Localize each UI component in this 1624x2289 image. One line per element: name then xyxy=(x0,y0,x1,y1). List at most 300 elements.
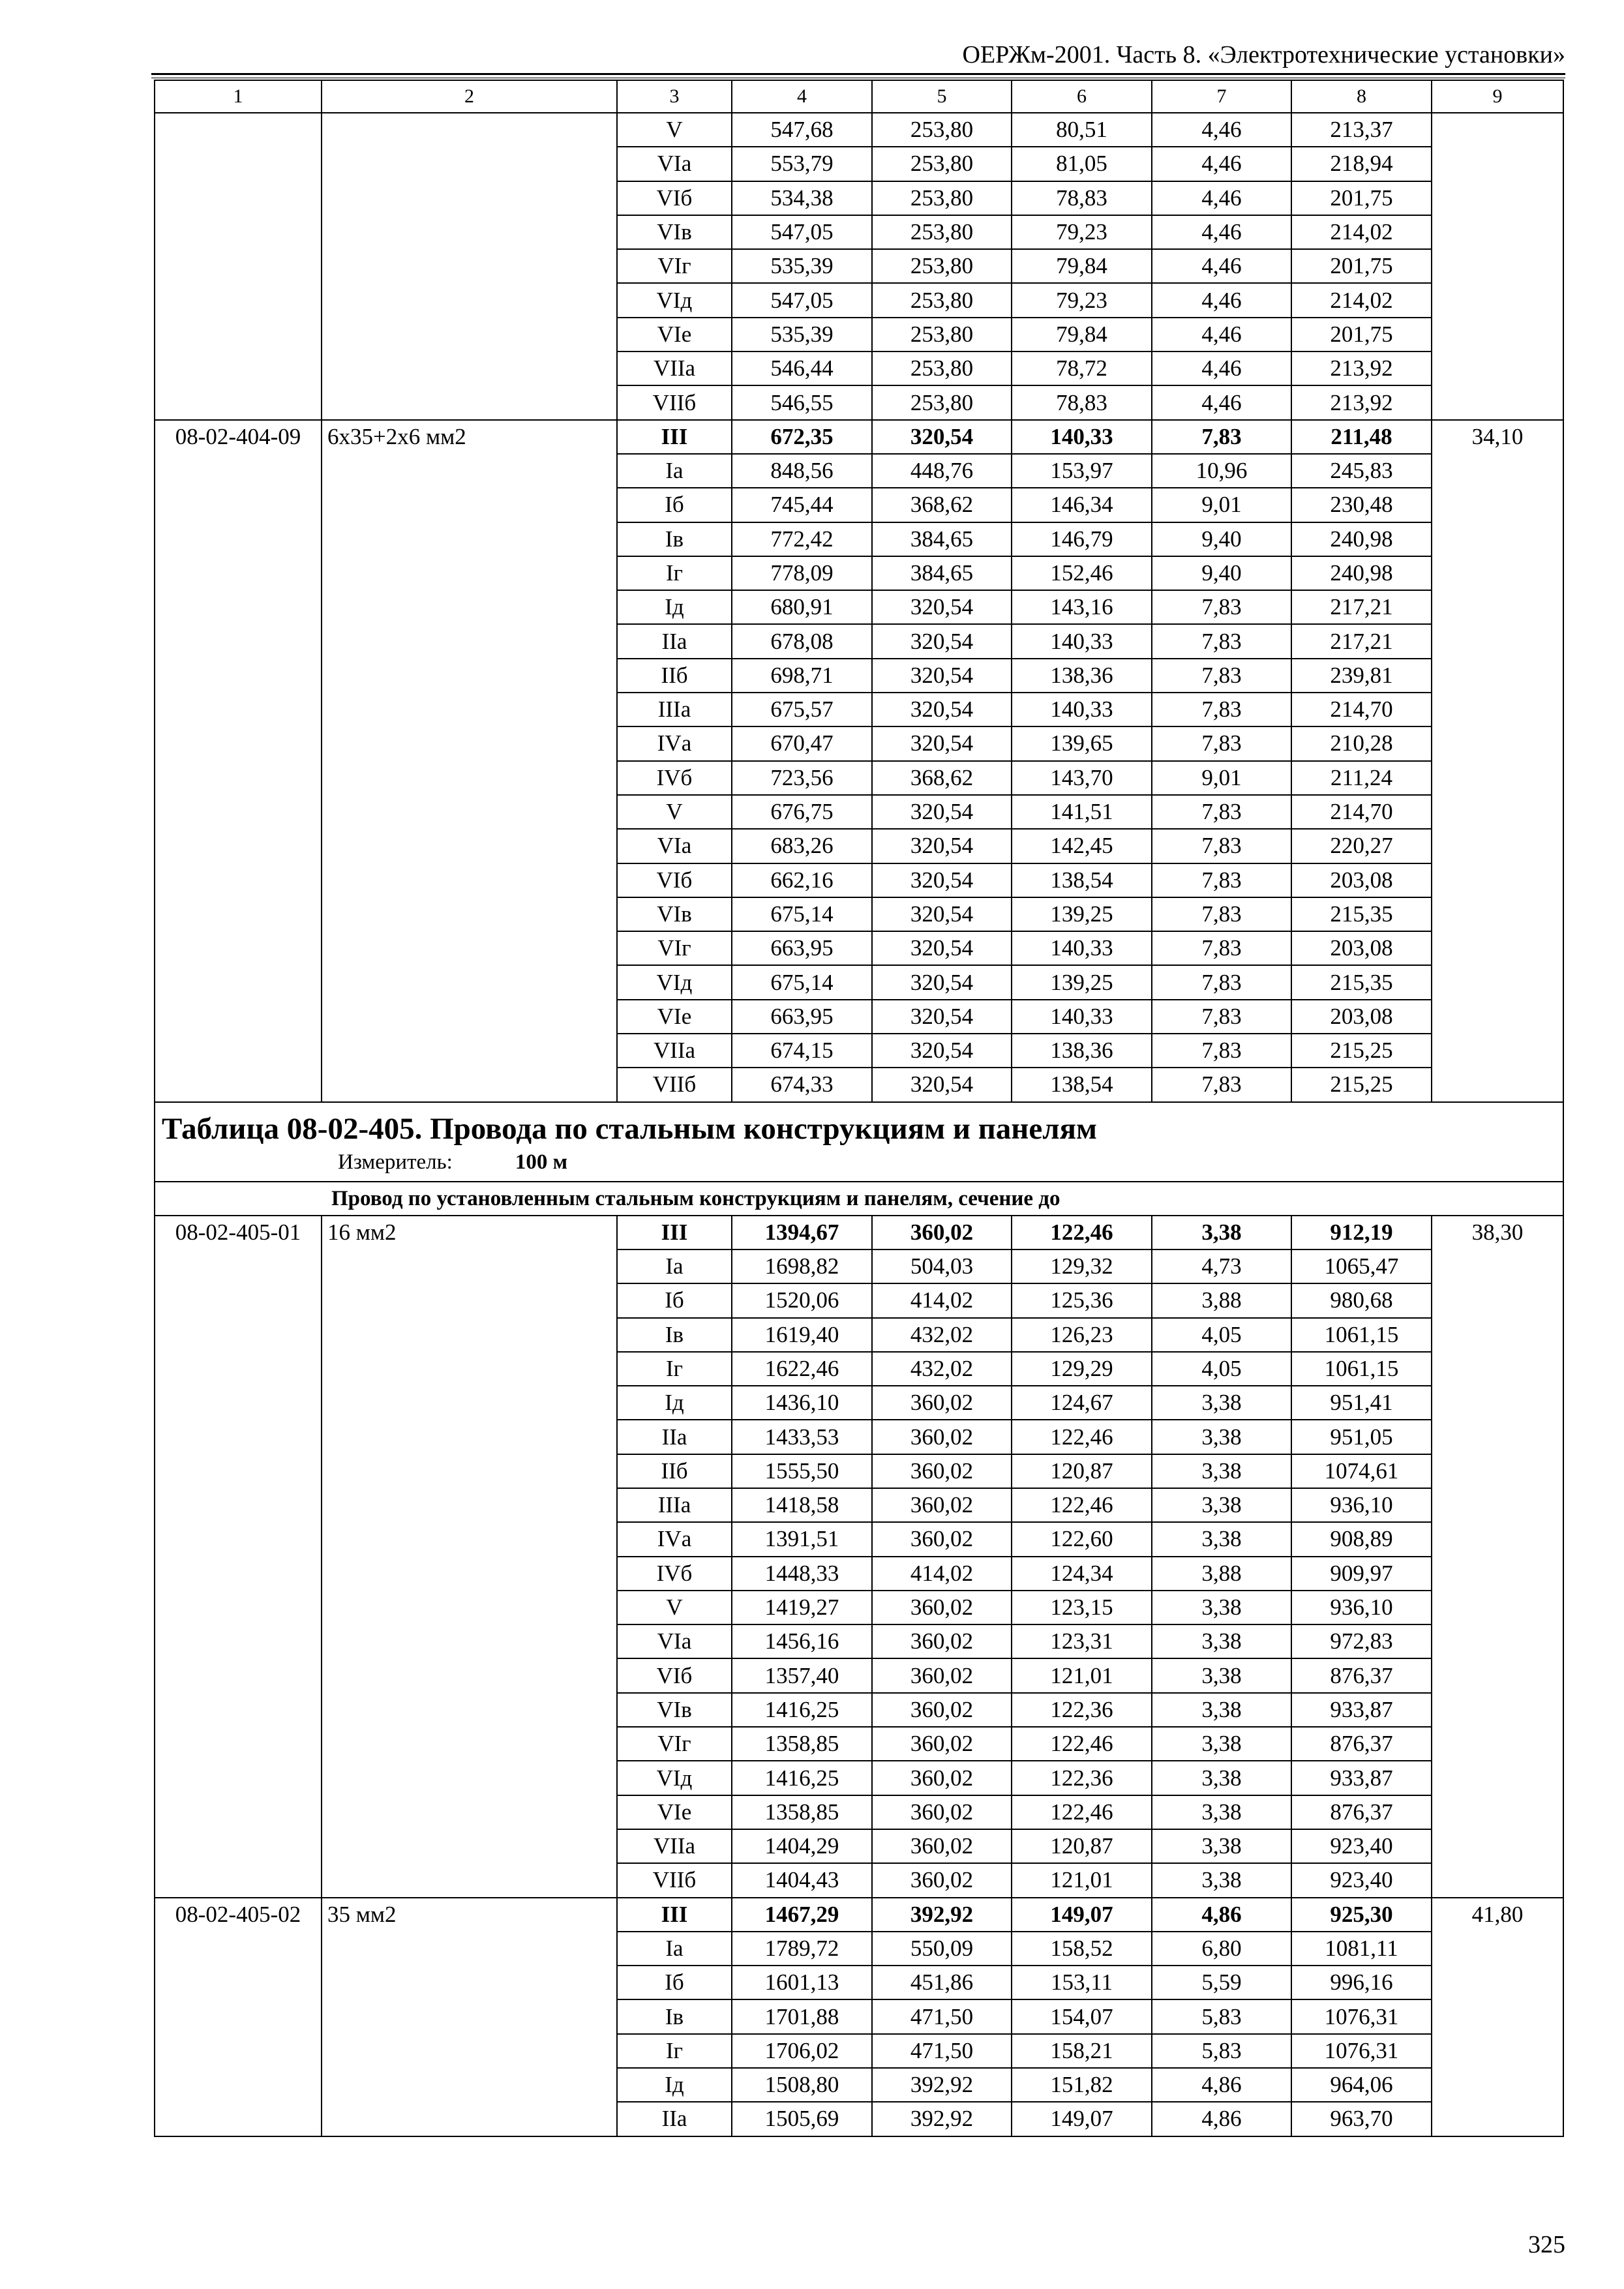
wages-cell: 392,92 xyxy=(872,2068,1012,2102)
driver-wages-cell: 4,46 xyxy=(1152,385,1291,419)
total-cost-cell: 778,09 xyxy=(732,556,872,590)
driver-wages-cell: 10,96 xyxy=(1152,454,1291,488)
base-price: 34,10 xyxy=(1432,420,1563,1102)
machines-cell: 122,46 xyxy=(1012,1727,1152,1761)
materials-cell: 1076,31 xyxy=(1291,1999,1432,2033)
driver-wages-cell: 3,88 xyxy=(1152,1557,1291,1591)
total-cost-cell: 553,79 xyxy=(732,147,872,181)
driver-wages-cell: 7,83 xyxy=(1152,659,1291,693)
driver-wages-cell: 7,83 xyxy=(1152,965,1291,999)
wages-cell: 320,54 xyxy=(872,897,1012,931)
section-heading-row xyxy=(155,1182,1563,1216)
rate-name xyxy=(322,113,617,420)
machines-cell: 152,46 xyxy=(1012,556,1152,590)
total-cost-cell: 535,39 xyxy=(732,318,872,352)
wages-cell: 253,80 xyxy=(872,215,1012,249)
section-heading: Провод по установленным стальным конструкциям и панелям, сечение до xyxy=(155,1182,1563,1216)
zone-cell: IVб xyxy=(617,1557,732,1591)
machines-cell: 124,34 xyxy=(1012,1557,1152,1591)
zone-cell: III xyxy=(617,420,732,454)
wages-cell: 471,50 xyxy=(872,1999,1012,2033)
machines-cell: 78,72 xyxy=(1012,352,1152,385)
total-cost-cell: 1358,85 xyxy=(732,1795,872,1829)
wages-cell: 360,02 xyxy=(872,1591,1012,1624)
machines-cell: 139,65 xyxy=(1012,726,1152,760)
driver-wages-cell: 4,05 xyxy=(1152,1352,1291,1386)
header-rule xyxy=(151,73,1565,75)
total-cost-cell: 674,33 xyxy=(732,1068,872,1101)
driver-wages-cell: 3,88 xyxy=(1152,1283,1291,1317)
machines-cell: 129,29 xyxy=(1012,1352,1152,1386)
zone-cell: VIд xyxy=(617,283,732,317)
machines-cell: 122,46 xyxy=(1012,1216,1152,1249)
materials-cell: 1076,31 xyxy=(1291,2034,1432,2068)
column-number: 3 xyxy=(617,80,732,113)
materials-cell: 936,10 xyxy=(1291,1591,1432,1624)
materials-cell: 239,81 xyxy=(1291,659,1432,693)
wages-cell: 320,54 xyxy=(872,693,1012,726)
total-cost-cell: 546,44 xyxy=(732,352,872,385)
zone-cell: Iв xyxy=(617,1318,732,1352)
wages-cell: 320,54 xyxy=(872,420,1012,454)
machines-cell: 126,23 xyxy=(1012,1318,1152,1352)
materials-cell: 213,92 xyxy=(1291,352,1432,385)
total-cost-cell: 1456,16 xyxy=(732,1624,872,1658)
machines-cell: 78,83 xyxy=(1012,181,1152,215)
zone-cell: Iб xyxy=(617,488,732,522)
wages-cell: 392,92 xyxy=(872,2102,1012,2136)
total-cost-cell: 1419,27 xyxy=(732,1591,872,1624)
zone-cell: Iд xyxy=(617,1386,732,1420)
page-number: 325 xyxy=(1528,2231,1565,2258)
total-cost-cell: 675,57 xyxy=(732,693,872,726)
driver-wages-cell: 3,38 xyxy=(1152,1829,1291,1863)
total-cost-cell: 547,05 xyxy=(732,215,872,249)
zone-cell: Iг xyxy=(617,2034,732,2068)
wages-cell: 253,80 xyxy=(872,283,1012,317)
column-number: 6 xyxy=(1012,80,1152,113)
driver-wages-cell: 4,86 xyxy=(1152,1898,1291,1932)
total-cost-cell: 534,38 xyxy=(732,181,872,215)
driver-wages-cell: 3,38 xyxy=(1152,1216,1291,1249)
machines-cell: 122,46 xyxy=(1012,1795,1152,1829)
machines-cell: 138,36 xyxy=(1012,659,1152,693)
zone-cell: Iг xyxy=(617,1352,732,1386)
total-cost-cell: 663,95 xyxy=(732,1000,872,1034)
zone-cell: Iб xyxy=(617,1283,732,1317)
wages-cell: 360,02 xyxy=(872,1863,1012,1897)
measure-label: Измеритель: xyxy=(338,1150,453,1174)
machines-cell: 79,84 xyxy=(1012,249,1152,283)
total-cost-cell: 1416,25 xyxy=(732,1761,872,1795)
total-cost-cell: 1404,29 xyxy=(732,1829,872,1863)
total-cost-cell: 1433,53 xyxy=(732,1420,872,1454)
materials-cell: 933,87 xyxy=(1291,1761,1432,1795)
driver-wages-cell: 4,46 xyxy=(1152,113,1291,147)
zone-cell: VIд xyxy=(617,965,732,999)
machines-cell: 138,36 xyxy=(1012,1034,1152,1068)
total-cost-cell: 1508,80 xyxy=(732,2068,872,2102)
zone-cell: Iв xyxy=(617,522,732,556)
total-cost-cell: 698,71 xyxy=(732,659,872,693)
driver-wages-cell: 3,38 xyxy=(1152,1658,1291,1692)
wages-cell: 448,76 xyxy=(872,454,1012,488)
machines-cell: 139,25 xyxy=(1012,965,1152,999)
zone-cell: Iа xyxy=(617,1932,732,1966)
wages-cell: 320,54 xyxy=(872,726,1012,760)
driver-wages-cell: 5,59 xyxy=(1152,1966,1291,1999)
machines-cell: 129,32 xyxy=(1012,1249,1152,1283)
zone-cell: IIIа xyxy=(617,693,732,726)
materials-cell: 203,08 xyxy=(1291,863,1432,897)
total-cost-cell: 1358,85 xyxy=(732,1727,872,1761)
driver-wages-cell: 5,83 xyxy=(1152,2034,1291,2068)
wages-cell: 253,80 xyxy=(872,249,1012,283)
machines-cell: 142,45 xyxy=(1012,829,1152,863)
running-header: ОЕРЖм-2001. Часть 8. «Электротехнические установки» xyxy=(962,41,1565,68)
materials-cell: 923,40 xyxy=(1291,1863,1432,1897)
zone-cell: V xyxy=(617,113,732,147)
materials-cell: 203,08 xyxy=(1291,931,1432,965)
wages-cell: 414,02 xyxy=(872,1283,1012,1317)
wages-cell: 360,02 xyxy=(872,1761,1012,1795)
column-number: 1 xyxy=(155,80,322,113)
materials-cell: 214,70 xyxy=(1291,693,1432,726)
materials-cell: 220,27 xyxy=(1291,829,1432,863)
zone-cell: VIг xyxy=(617,1727,732,1761)
table-row xyxy=(155,113,1563,147)
driver-wages-cell: 9,01 xyxy=(1152,488,1291,522)
wages-cell: 253,80 xyxy=(872,318,1012,352)
driver-wages-cell: 3,38 xyxy=(1152,1761,1291,1795)
materials-cell: 909,97 xyxy=(1291,1557,1432,1591)
wages-cell: 384,65 xyxy=(872,556,1012,590)
column-number: 9 xyxy=(1432,80,1563,113)
machines-cell: 124,67 xyxy=(1012,1386,1152,1420)
machines-cell: 138,54 xyxy=(1012,863,1152,897)
driver-wages-cell: 7,83 xyxy=(1152,590,1291,624)
driver-wages-cell: 4,86 xyxy=(1152,2102,1291,2136)
driver-wages-cell: 6,80 xyxy=(1152,1932,1291,1966)
zone-cell: VIIа xyxy=(617,1829,732,1863)
machines-cell: 80,51 xyxy=(1012,113,1152,147)
driver-wages-cell: 3,38 xyxy=(1152,1420,1291,1454)
total-cost-cell: 1357,40 xyxy=(732,1658,872,1692)
machines-cell: 158,21 xyxy=(1012,2034,1152,2068)
zone-cell: IIа xyxy=(617,2102,732,2136)
driver-wages-cell: 4,46 xyxy=(1152,215,1291,249)
materials-cell: 230,48 xyxy=(1291,488,1432,522)
machines-cell: 120,87 xyxy=(1012,1454,1152,1488)
wages-cell: 320,54 xyxy=(872,1034,1012,1068)
zone-cell: VIв xyxy=(617,215,732,249)
zone-cell: VIа xyxy=(617,147,732,181)
materials-cell: 972,83 xyxy=(1291,1624,1432,1658)
wages-cell: 384,65 xyxy=(872,522,1012,556)
rate-code: 08-02-405-02 xyxy=(155,1898,322,2136)
total-cost-cell: 1622,46 xyxy=(732,1352,872,1386)
machines-cell: 153,11 xyxy=(1012,1966,1152,1999)
column-number: 7 xyxy=(1152,80,1291,113)
machines-cell: 125,36 xyxy=(1012,1283,1152,1317)
driver-wages-cell: 4,46 xyxy=(1152,318,1291,352)
total-cost-cell: 675,14 xyxy=(732,897,872,931)
zone-cell: Iг xyxy=(617,556,732,590)
machines-cell: 146,34 xyxy=(1012,488,1152,522)
machines-cell: 122,36 xyxy=(1012,1693,1152,1727)
total-cost-cell: 1701,88 xyxy=(732,1999,872,2033)
base-price: 38,30 xyxy=(1432,1216,1563,1898)
machines-cell: 140,33 xyxy=(1012,931,1152,965)
total-cost-cell: 1520,06 xyxy=(732,1283,872,1317)
wages-cell: 360,02 xyxy=(872,1693,1012,1727)
total-cost-cell: 1418,58 xyxy=(732,1488,872,1522)
materials-cell: 217,21 xyxy=(1291,590,1432,624)
machines-cell: 123,15 xyxy=(1012,1591,1152,1624)
wages-cell: 320,54 xyxy=(872,965,1012,999)
zone-cell: IVа xyxy=(617,1522,732,1556)
total-cost-cell: 683,26 xyxy=(732,829,872,863)
table-title-cell xyxy=(155,1102,1563,1182)
rate-name: 35 мм2 xyxy=(322,1898,617,2136)
wages-cell: 320,54 xyxy=(872,795,1012,829)
driver-wages-cell: 3,38 xyxy=(1152,1522,1291,1556)
wages-cell: 360,02 xyxy=(872,1795,1012,1829)
zone-cell: III xyxy=(617,1898,732,1932)
materials-cell: 211,48 xyxy=(1291,420,1432,454)
machines-cell: 140,33 xyxy=(1012,420,1152,454)
column-number-row xyxy=(155,80,1563,113)
materials-cell: 1065,47 xyxy=(1291,1249,1432,1283)
column-number: 8 xyxy=(1291,80,1432,113)
zone-cell: VIв xyxy=(617,897,732,931)
zone-cell: IVб xyxy=(617,761,732,795)
zone-cell: VIIб xyxy=(617,1068,732,1101)
driver-wages-cell: 3,38 xyxy=(1152,1693,1291,1727)
driver-wages-cell: 7,83 xyxy=(1152,420,1291,454)
materials-cell: 215,25 xyxy=(1291,1068,1432,1101)
materials-cell: 215,25 xyxy=(1291,1034,1432,1068)
wages-cell: 360,02 xyxy=(872,1454,1012,1488)
zone-cell: IIб xyxy=(617,1454,732,1488)
materials-cell: 925,30 xyxy=(1291,1898,1432,1932)
zone-cell: Iа xyxy=(617,454,732,488)
machines-cell: 139,25 xyxy=(1012,897,1152,931)
machines-cell: 81,05 xyxy=(1012,147,1152,181)
driver-wages-cell: 4,46 xyxy=(1152,352,1291,385)
zone-cell: VIб xyxy=(617,863,732,897)
driver-wages-cell: 3,38 xyxy=(1152,1863,1291,1897)
driver-wages-cell: 7,83 xyxy=(1152,624,1291,658)
total-cost-cell: 1555,50 xyxy=(732,1454,872,1488)
machines-cell: 141,51 xyxy=(1012,795,1152,829)
materials-cell: 951,05 xyxy=(1291,1420,1432,1454)
machines-cell: 121,01 xyxy=(1012,1658,1152,1692)
materials-cell: 213,92 xyxy=(1291,385,1432,419)
machines-cell: 140,33 xyxy=(1012,1000,1152,1034)
zone-cell: IVа xyxy=(617,726,732,760)
wages-cell: 360,02 xyxy=(872,1727,1012,1761)
total-cost-cell: 1789,72 xyxy=(732,1932,872,1966)
rate-name: 16 мм2 xyxy=(322,1216,617,1898)
materials-cell: 1061,15 xyxy=(1291,1318,1432,1352)
zone-cell: IIIа xyxy=(617,1488,732,1522)
base-price xyxy=(1432,113,1563,420)
total-cost-cell: 1698,82 xyxy=(732,1249,872,1283)
zone-cell: VIIб xyxy=(617,385,732,419)
materials-cell: 213,37 xyxy=(1291,113,1432,147)
driver-wages-cell: 4,46 xyxy=(1152,283,1291,317)
materials-cell: 1081,11 xyxy=(1291,1932,1432,1966)
driver-wages-cell: 5,83 xyxy=(1152,1999,1291,2033)
zone-cell: Iд xyxy=(617,590,732,624)
driver-wages-cell: 9,40 xyxy=(1152,522,1291,556)
driver-wages-cell: 3,38 xyxy=(1152,1727,1291,1761)
machines-cell: 154,07 xyxy=(1012,1999,1152,2033)
machines-cell: 122,36 xyxy=(1012,1761,1152,1795)
machines-cell: 143,70 xyxy=(1012,761,1152,795)
driver-wages-cell: 7,83 xyxy=(1152,931,1291,965)
materials-cell: 964,06 xyxy=(1291,2068,1432,2102)
materials-cell: 996,16 xyxy=(1291,1966,1432,1999)
machines-cell: 79,23 xyxy=(1012,215,1152,249)
wages-cell: 360,02 xyxy=(872,1386,1012,1420)
driver-wages-cell: 3,38 xyxy=(1152,1454,1291,1488)
wages-cell: 451,86 xyxy=(872,1966,1012,1999)
materials-cell: 912,19 xyxy=(1291,1216,1432,1249)
materials-cell: 215,35 xyxy=(1291,897,1432,931)
machines-cell: 149,07 xyxy=(1012,1898,1152,1932)
wages-cell: 360,02 xyxy=(872,1658,1012,1692)
zone-cell: V xyxy=(617,795,732,829)
wages-cell: 320,54 xyxy=(872,624,1012,658)
total-cost-cell: 1416,25 xyxy=(732,1693,872,1727)
wages-cell: 414,02 xyxy=(872,1557,1012,1591)
total-cost-cell: 547,68 xyxy=(732,113,872,147)
zone-cell: VIг xyxy=(617,249,732,283)
materials-cell: 1061,15 xyxy=(1291,1352,1432,1386)
materials-cell: 201,75 xyxy=(1291,181,1432,215)
total-cost-cell: 1601,13 xyxy=(732,1966,872,1999)
total-cost-cell: 1404,43 xyxy=(732,1863,872,1897)
wages-cell: 253,80 xyxy=(872,147,1012,181)
machines-cell: 158,52 xyxy=(1012,1932,1152,1966)
machines-cell: 120,87 xyxy=(1012,1829,1152,1863)
zone-cell: III xyxy=(617,1216,732,1249)
wages-cell: 360,02 xyxy=(872,1522,1012,1556)
materials-cell: 245,83 xyxy=(1291,454,1432,488)
materials-cell: 217,21 xyxy=(1291,624,1432,658)
machines-cell: 122,46 xyxy=(1012,1420,1152,1454)
driver-wages-cell: 7,83 xyxy=(1152,1068,1291,1101)
zone-cell: VIIа xyxy=(617,352,732,385)
machines-cell: 138,54 xyxy=(1012,1068,1152,1101)
driver-wages-cell: 9,01 xyxy=(1152,761,1291,795)
machines-cell: 140,33 xyxy=(1012,693,1152,726)
wages-cell: 471,50 xyxy=(872,2034,1012,2068)
machines-cell: 140,33 xyxy=(1012,624,1152,658)
driver-wages-cell: 4,46 xyxy=(1152,147,1291,181)
total-cost-cell: 1391,51 xyxy=(732,1522,872,1556)
driver-wages-cell: 7,83 xyxy=(1152,693,1291,726)
driver-wages-cell: 4,05 xyxy=(1152,1318,1291,1352)
total-cost-cell: 663,95 xyxy=(732,931,872,965)
wages-cell: 550,09 xyxy=(872,1932,1012,1966)
machines-cell: 122,60 xyxy=(1012,1522,1152,1556)
materials-cell: 211,24 xyxy=(1291,761,1432,795)
total-cost-cell: 1448,33 xyxy=(732,1557,872,1591)
zone-cell: VIе xyxy=(617,1000,732,1034)
wages-cell: 360,02 xyxy=(872,1488,1012,1522)
total-cost-cell: 675,14 xyxy=(732,965,872,999)
table-row xyxy=(155,420,1563,454)
measure-value: 100 м xyxy=(515,1150,568,1174)
zone-cell: VIд xyxy=(617,1761,732,1795)
total-cost-cell: 678,08 xyxy=(732,624,872,658)
wages-cell: 320,54 xyxy=(872,590,1012,624)
driver-wages-cell: 3,38 xyxy=(1152,1591,1291,1624)
wages-cell: 253,80 xyxy=(872,181,1012,215)
total-cost-cell: 670,47 xyxy=(732,726,872,760)
wages-cell: 360,02 xyxy=(872,1216,1012,1249)
materials-cell: 1074,61 xyxy=(1291,1454,1432,1488)
machines-cell: 79,23 xyxy=(1012,283,1152,317)
zone-cell: VIIа xyxy=(617,1034,732,1068)
machines-cell: 149,07 xyxy=(1012,2102,1152,2136)
materials-cell: 876,37 xyxy=(1291,1795,1432,1829)
total-cost-cell: 1394,67 xyxy=(732,1216,872,1249)
total-cost-cell: 680,91 xyxy=(732,590,872,624)
machines-cell: 79,84 xyxy=(1012,318,1152,352)
rate-name: 6х35+2х6 мм2 xyxy=(322,420,617,1102)
total-cost-cell: 1436,10 xyxy=(732,1386,872,1420)
zone-cell: IIб xyxy=(617,659,732,693)
zone-cell: VIб xyxy=(617,1658,732,1692)
materials-cell: 908,89 xyxy=(1291,1522,1432,1556)
wages-cell: 253,80 xyxy=(872,385,1012,419)
wages-cell: 320,54 xyxy=(872,829,1012,863)
driver-wages-cell: 7,83 xyxy=(1152,863,1291,897)
driver-wages-cell: 3,38 xyxy=(1152,1795,1291,1829)
machines-cell: 78,83 xyxy=(1012,385,1152,419)
machines-cell: 143,16 xyxy=(1012,590,1152,624)
wages-cell: 253,80 xyxy=(872,352,1012,385)
total-cost-cell: 547,05 xyxy=(732,283,872,317)
materials-cell: 218,94 xyxy=(1291,147,1432,181)
wages-cell: 360,02 xyxy=(872,1420,1012,1454)
materials-cell: 876,37 xyxy=(1291,1658,1432,1692)
rate-code xyxy=(155,113,322,420)
table-body xyxy=(155,80,1563,2136)
wages-cell: 360,02 xyxy=(872,1829,1012,1863)
total-cost-cell: 546,55 xyxy=(732,385,872,419)
wages-cell: 392,92 xyxy=(872,1898,1012,1932)
total-cost-cell: 1706,02 xyxy=(732,2034,872,2068)
machines-cell: 123,31 xyxy=(1012,1624,1152,1658)
materials-cell: 876,37 xyxy=(1291,1727,1432,1761)
rates-table xyxy=(154,80,1564,2137)
machines-cell: 122,46 xyxy=(1012,1488,1152,1522)
wages-cell: 320,54 xyxy=(872,1000,1012,1034)
total-cost-cell: 745,44 xyxy=(732,488,872,522)
materials-cell: 963,70 xyxy=(1291,2102,1432,2136)
driver-wages-cell: 3,38 xyxy=(1152,1386,1291,1420)
materials-cell: 951,41 xyxy=(1291,1386,1432,1420)
zone-cell: Iб xyxy=(617,1966,732,1999)
zone-cell: IIа xyxy=(617,1420,732,1454)
driver-wages-cell: 4,46 xyxy=(1152,181,1291,215)
materials-cell: 215,35 xyxy=(1291,965,1432,999)
